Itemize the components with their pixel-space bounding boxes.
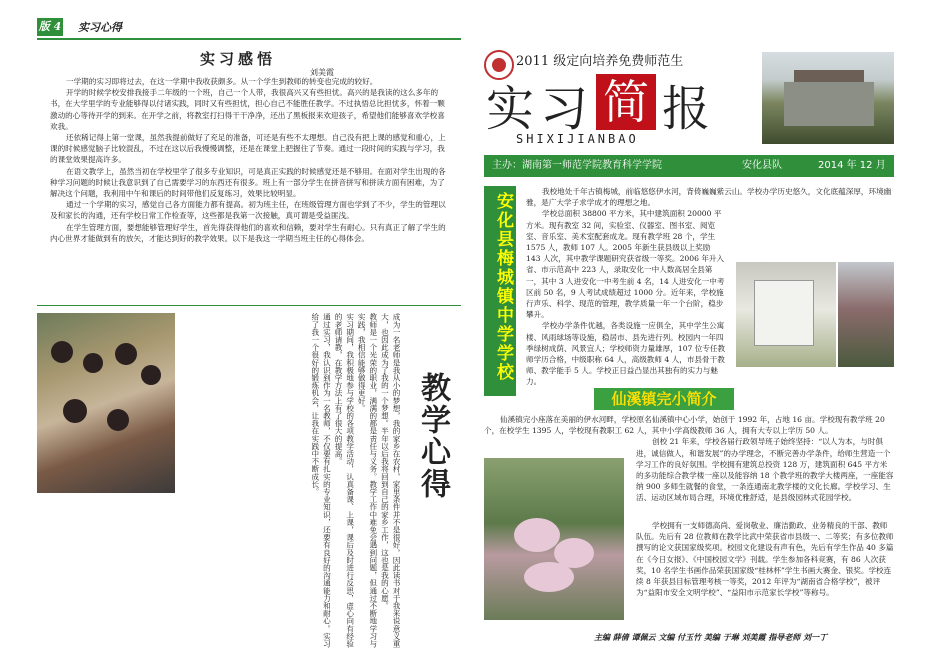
paragraph: 在学生管理方面，要想能够管理好学生，首先得获得他们的喜欢和信赖，要对学生有耐心。只有真正了解了学生的内心世界才能做到有的放矢，才能达到好的教学效果。以下是我这一学期当班主任的心得体会。 [50,222,446,243]
paragraph: 实习期间，我积极地参与学校的各项教学活动，认真备课、上课，课后及时进行反思，虚心向有经验的老师请教，在教学方法上有了很大的提高。 [334,313,355,648]
school-building-photo-2 [838,262,894,367]
side-tab-label: 安化县梅城镇中学学校 [493,192,513,382]
paragraph: 学校拥有一支师德高尚、爱岗敬业、廉洁勤政、业务精良的干部、教师队伍。先后有 28 位教师在教学比武中荣获省市县级一、二等奖；有多位教师撰写的论文获国家级奖项。校园文化建设有声有色，先后有学生作品 40 多篇在《今日女报》、《中国校园文学》刊载。学生参加各科竞赛，有 86 人次获奖，10 名学生书画作品荣获国家级“桂林杯”学生书画大赛金、银奖。学校连续 8 年获县目标管理考核一等奖，2012 年评为“湖南省合格学校”，被评为“益阳市安全文明学校”、“益阳市示范家长学校”等称号。 [636,521,894,598]
section-title: 实习心得 [78,21,122,34]
masthead-subtitle: 2011 级定向培养免费师范生 [516,54,684,69]
paragraph: 通过实习，我认识到作为一名教师，不仅要有扎实的专业知识，还要有良好的沟通能力和耐心。实习给了我一个很好的锻炼机会，让我在实践中不断成长。 [310,313,332,648]
campus-tree-photo [484,458,624,620]
page-number-tag: 版 4 [37,18,63,36]
paragraph: 仙溪镇完小座落在美丽的伊水河畔，学校原名仙溪镇中心小学，始创于 1992 年，占地 16 亩。学校现有教学班 20 个，在校学生 1395 人，学校现有教职工 62 人，其中小学高级教师 36 人，拥有大专以上学历 50 人。 [484,415,885,436]
section-divider [37,305,461,306]
paragraph: 学校总面积 38800 平方米，其中建筑面积 20000 平方米。现有教室 32 间，实验室、仪器室、图书室、阅览室、音乐室、美术室配套成龙。现有教学班 28 个，学生 1575 人，教师 107 人。2005 年新生获县级以上奖励 143 人次，其中教学课题研究获省级一等奖。2006 年升入省、市示范高中 223 人，录取安化一中人数高居全县第一，其中 3 人进安化一中考生前 4 名，14 人进安化一中考区前 50 名，9 人考试成绩超过 1000 分。近年来，学校施行声乐、科学、现范的管理，教学质量一年一个台阶，稳步攀升。 [526,209,725,320]
school-building-photo [762,52,894,144]
masthead-title-highlight: 简 [596,74,656,130]
masthead-title-part1: 实习 [486,81,595,137]
paragraph: 一学期的实习即将过去，在这一学期中我收获颇多。从一个学生到教师的转变也完成的较好。 [66,77,378,86]
school-intro-3 [636,520,894,598]
article2-body [182,313,402,653]
paragraph: 教师是一个光荣的职业，满满的都是责任与义务。教学工作中难免会遇到问题，但通过不断地学习与实践，我相信能够做得更好。 [357,313,378,648]
masthead-pinyin: SHIXIJIANBAO [516,132,639,146]
host-label: 主办：湖南第一师范学院教育科学学院 [492,160,662,171]
issue-date: 2014 年 12 月 [818,160,886,171]
header-divider [37,38,461,40]
article-author: 刘美霞 [310,68,334,77]
paragraph: 还依稀记得上第一堂课，虽然我提前做好了充足的准备，可还是有些不太理想。自己没有把上课的感觉和重心，上课的时候感觉脑子比较混乱，不过在这以后我慢慢调整，还是在课堂上把握住了节奏。通过一段时间的实践与学习，我的课堂效果提高许多。 [50,133,446,165]
classroom-photo [37,313,175,493]
publisher-banner [484,155,894,177]
paragraph: 成为一名老师是我从小的梦想，我的家乡在农村，家里条件并不是很好，因此读书对于我来说意义重大，也因此成为了我的一个梦想。半年以后我将回到自己的家乡工作，这也是我的心愿。 [380,313,401,648]
paragraph: 在语文教学上，虽然当初在学校里学了很多专业知识，可是真正实践的时候感觉还是不够用。在面对学生出现的各种学习问题的时候让我意识到了自己需要学习的东西还有很多。班上有一部分学生在拼音拼写和拼读方面有困难，为了解决这个问题，我利用中午和课后的时间带他们反复练习，效果比较明显。 [50,166,446,199]
article-body [50,76,452,244]
article-title: 仙溪镇完小简介 [594,388,734,410]
paragraph: 通过一个学期的实习，感觉自己各方面能力都有提高。初为班主任，在班级管理方面也学到了不少，学生的管理以及和家长的沟通，还有学校日常工作检查等，这些都是我第一次接触，真可谓是受益匪浅。 [50,200,446,221]
editor-credits: 主编 薛倩 谭佩云 文编 付玉竹 美编 于琳 刘美霞 指导老师 刘一丁 [594,632,828,642]
paragraph: 开学的时候学校安排我接手二年级的一个班，自己一个人带，我很高兴又有些担忧。高兴的是我读的这么多年的书，在大学里学的专业能够得以付诸实践，同时又有些担忧，担心自己不能胜任教学。不过执悟总比担忧多，怀着一颗激动的心等待开学的到来。在开学之前，将教室打扫得干干净净，还出了黑板报来欢迎孩子，希望他们能够喜欢学校喜欢我。 [50,88,445,131]
paragraph: 我校地处千年古镇梅城，前临悠悠伊水河，背倚巍巍紫云山。学校办学历史悠久，文化底蕴深厚，环境幽雅，是广大学子求学成才的理想之地。 [526,187,892,208]
masthead-title-part3: 报 [662,81,711,137]
article-title: 实习感悟 [200,50,277,68]
paragraph: 创校 21 年来，学校各届行政领导班子始终坚持：“以人为本，与时俱进，诚信做人，和谐发展”的办学理念，不断完善办学条件，给师生营造一个学习工作的良好氛围。学校拥有建筑总投资 128 万，建筑面积 645 平方米的多功能综合教学楼一座以及能容纳 18 个教学班的教学大楼两座，一座能容纳 900 多师生就餐的食堂，一条连通南北教学楼的文化长廊。学校学习、生活、运动区域布局合理，环境优雅舒适，是县级园林式花园学校。 [636,437,894,503]
school-gate-photo [736,262,836,367]
team-label: 安化县队 [742,160,782,171]
paragraph: 学校办学条件优越，各类设施一应俱全，其中学生公寓楼、风雨球场等设施，稳居市、县先进行列。校园内一年四季绿树成荫、风景宜人；学校师资力量雄厚，107 位专任教师学历合格，中级职称 64 人，高级教师 4 人，市县骨干教师、教学能手 5 人。学校正日益凸显出其独有的实力与魅力。 [526,321,726,387]
article2-title: 教学心得 [415,372,450,500]
